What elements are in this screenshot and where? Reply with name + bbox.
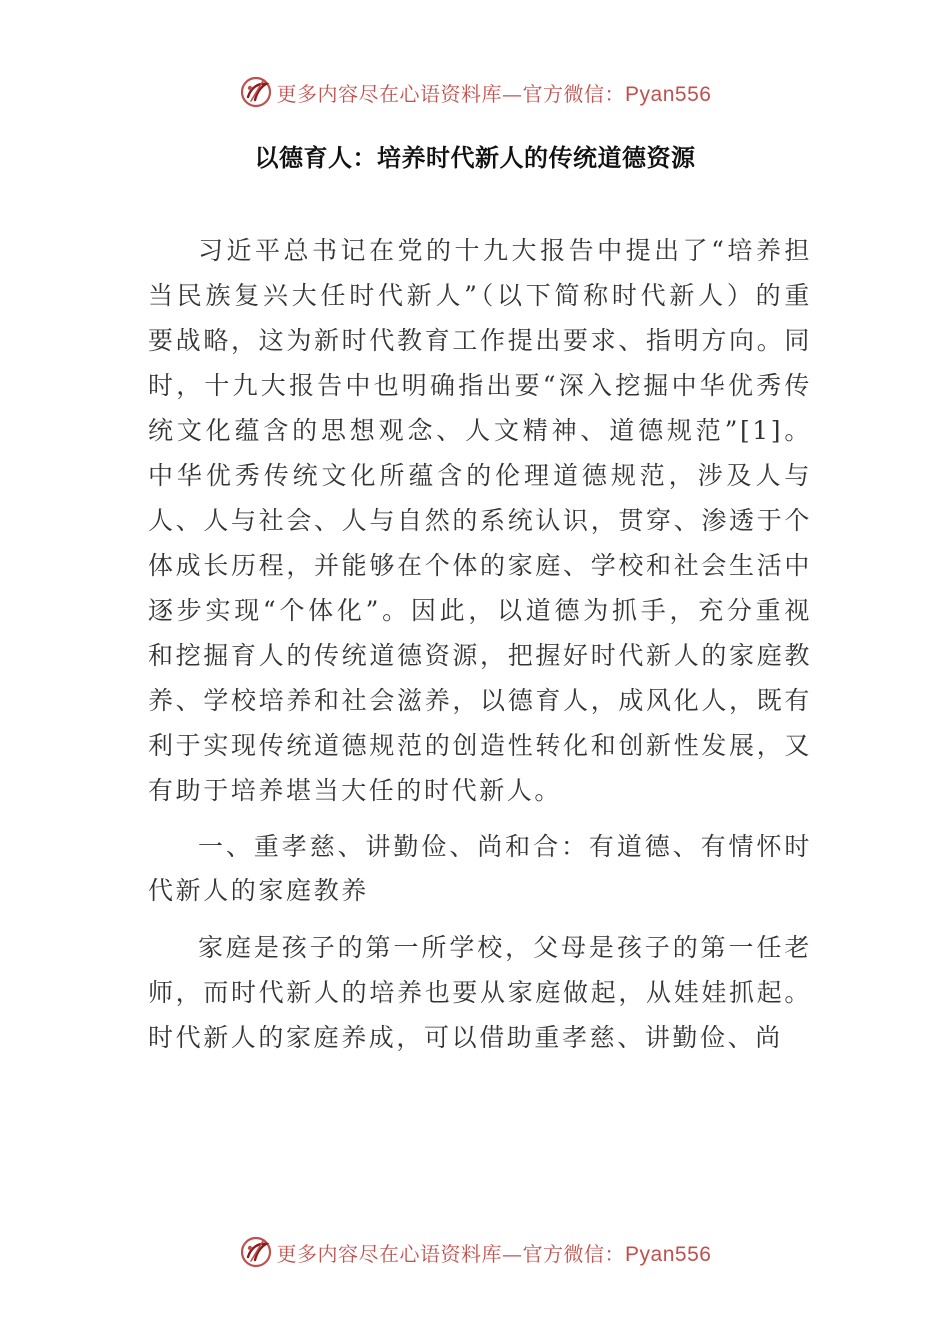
watermark-wechat-id: Pyan556 <box>625 82 712 106</box>
watermark-label: 更多内容尽在心语资料库—官方微信： <box>276 81 626 106</box>
watermark-logo-icon <box>239 1235 273 1269</box>
footer-watermark <box>0 1232 950 1272</box>
document-title: 以德育人：培养时代新人的传统道德资源 <box>254 144 696 172</box>
section-heading-1: 一、重孝慈、讲勤俭、尚和合：有道德、有情怀时代新人的家庭教养 <box>148 832 812 905</box>
watermark-text <box>277 78 712 107</box>
header-watermark <box>0 72 950 112</box>
watermark-label: 更多内容尽在心语资料库—官方微信： <box>276 1241 626 1266</box>
watermark-wechat-id: Pyan556 <box>625 1242 712 1266</box>
watermark-logo-icon <box>239 75 273 109</box>
document-body <box>148 228 812 1060</box>
paragraph-intro: 习近平总书记在党的十九大报告中提出了“培养担当民族复兴大任时代新人”（以下简称时代新人）的重要战略，这为新时代教育工作提出要求、指明方向。同时，十九大报告中也明确指出要“深入挖掘中华优秀传统文化蕴含的思想观念、人文精神、道德规范”[1]。中华优秀传统文化所蕴含的伦理道德规范，涉及人与人、人与社会、人与自然的系统认识，贯穿、渗透于个体成长历程，并能够在个体的家庭、学校和社会生活中逐步实现“个体化”。因此，以道德为抓手，充分重视和挖掘育人的传统道德资源，把握好时代新人的家庭教养、学校培养和社会滋养，以德育人，成风化人，既有利于实现传统道德规范的创造性转化和创新性发展，又有助于培养堪当大任的时代新人。 <box>148 236 812 805</box>
watermark-text <box>277 1238 712 1267</box>
paragraph-family: 家庭是孩子的第一所学校，父母是孩子的第一任老师，而时代新人的培养也要从家庭做起，从娃娃抓起。时代新人的家庭养成，可以借助重孝慈、讲勤俭、尚 <box>148 933 812 1052</box>
